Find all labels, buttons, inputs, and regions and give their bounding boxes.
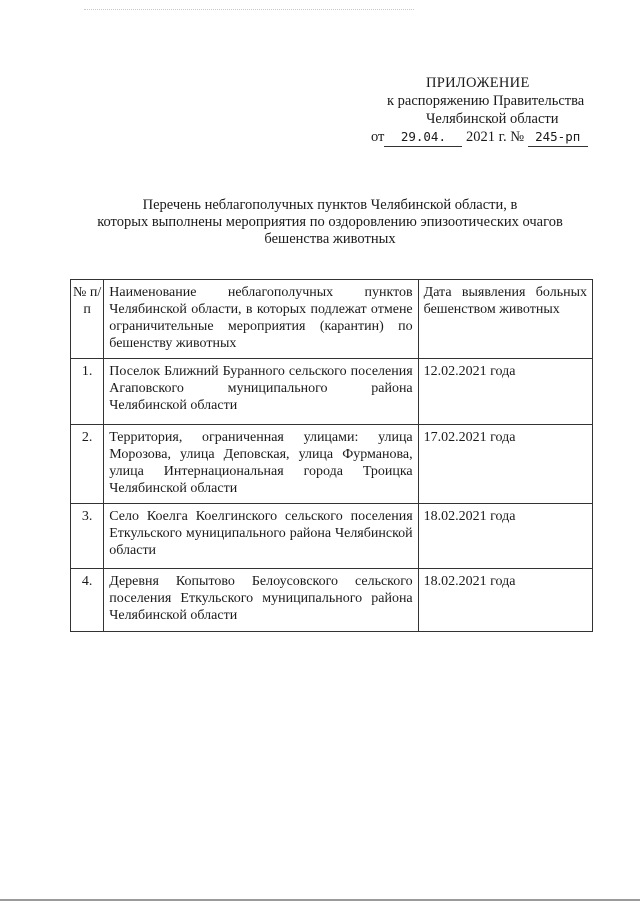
header-num: № п/п	[71, 280, 104, 359]
table-header-row	[71, 280, 593, 359]
row-num: 4.	[71, 569, 104, 632]
from-label: от	[371, 129, 385, 145]
scan-edge-bottom	[0, 899, 640, 901]
row-date: 17.02.2021 года	[418, 425, 592, 504]
title-line: бешенства животных	[264, 231, 396, 247]
row-name: Село Коелга Коелгинского сельского поселения Еткульского муниципального района Челябинской области	[104, 504, 418, 569]
appendix-reference-line: к распоряжению Правительства	[387, 93, 585, 109]
row-num: 1.	[71, 359, 104, 425]
table-row	[71, 425, 593, 504]
locations-table	[70, 279, 593, 632]
row-date: 12.02.2021 года	[418, 359, 592, 425]
table-row	[71, 504, 593, 569]
year-label: 2021 г. №	[466, 129, 525, 145]
title-line: Перечень неблагополучных пунктов Челябинской области, в	[142, 197, 518, 213]
row-num: 2.	[71, 425, 104, 504]
appendix-region-line: Челябинской области	[426, 111, 559, 127]
order-number: 245-рп	[528, 128, 588, 147]
table-row	[71, 359, 593, 425]
order-date: 29.04.	[384, 128, 462, 147]
row-date: 18.02.2021 года	[418, 569, 592, 632]
row-name: Поселок Ближний Буранного сельского поселения Агаповского муниципального района Челябинской области	[104, 359, 418, 425]
title-line: которых выполнены мероприятия по оздоровлению эпизоотических очагов	[97, 214, 563, 230]
row-name: Территория, ограниченная улицами: улица Морозова, улица Деповская, улица Фурманова, улица Интернациональная города Троицка Челябинской области	[104, 425, 418, 504]
scan-edge-top	[84, 9, 414, 11]
appendix-date-number-line	[371, 128, 603, 147]
row-date: 18.02.2021 года	[418, 504, 592, 569]
appendix-title: ПРИЛОЖЕНИЕ	[426, 75, 530, 91]
table-row	[71, 569, 593, 632]
header-date: Дата выявления больных бешенством животных	[418, 280, 592, 359]
document-title	[80, 197, 580, 248]
header-name: Наименование неблагополучных пунктов Челябинской области, в которых подлежат отмене ограничительные мероприятия (карантин) по бешенству животных	[104, 280, 418, 359]
row-num: 3.	[71, 504, 104, 569]
row-name: Деревня Копытово Белоусовского сельского поселения Еткульского муниципального района Челябинской области	[104, 569, 418, 632]
